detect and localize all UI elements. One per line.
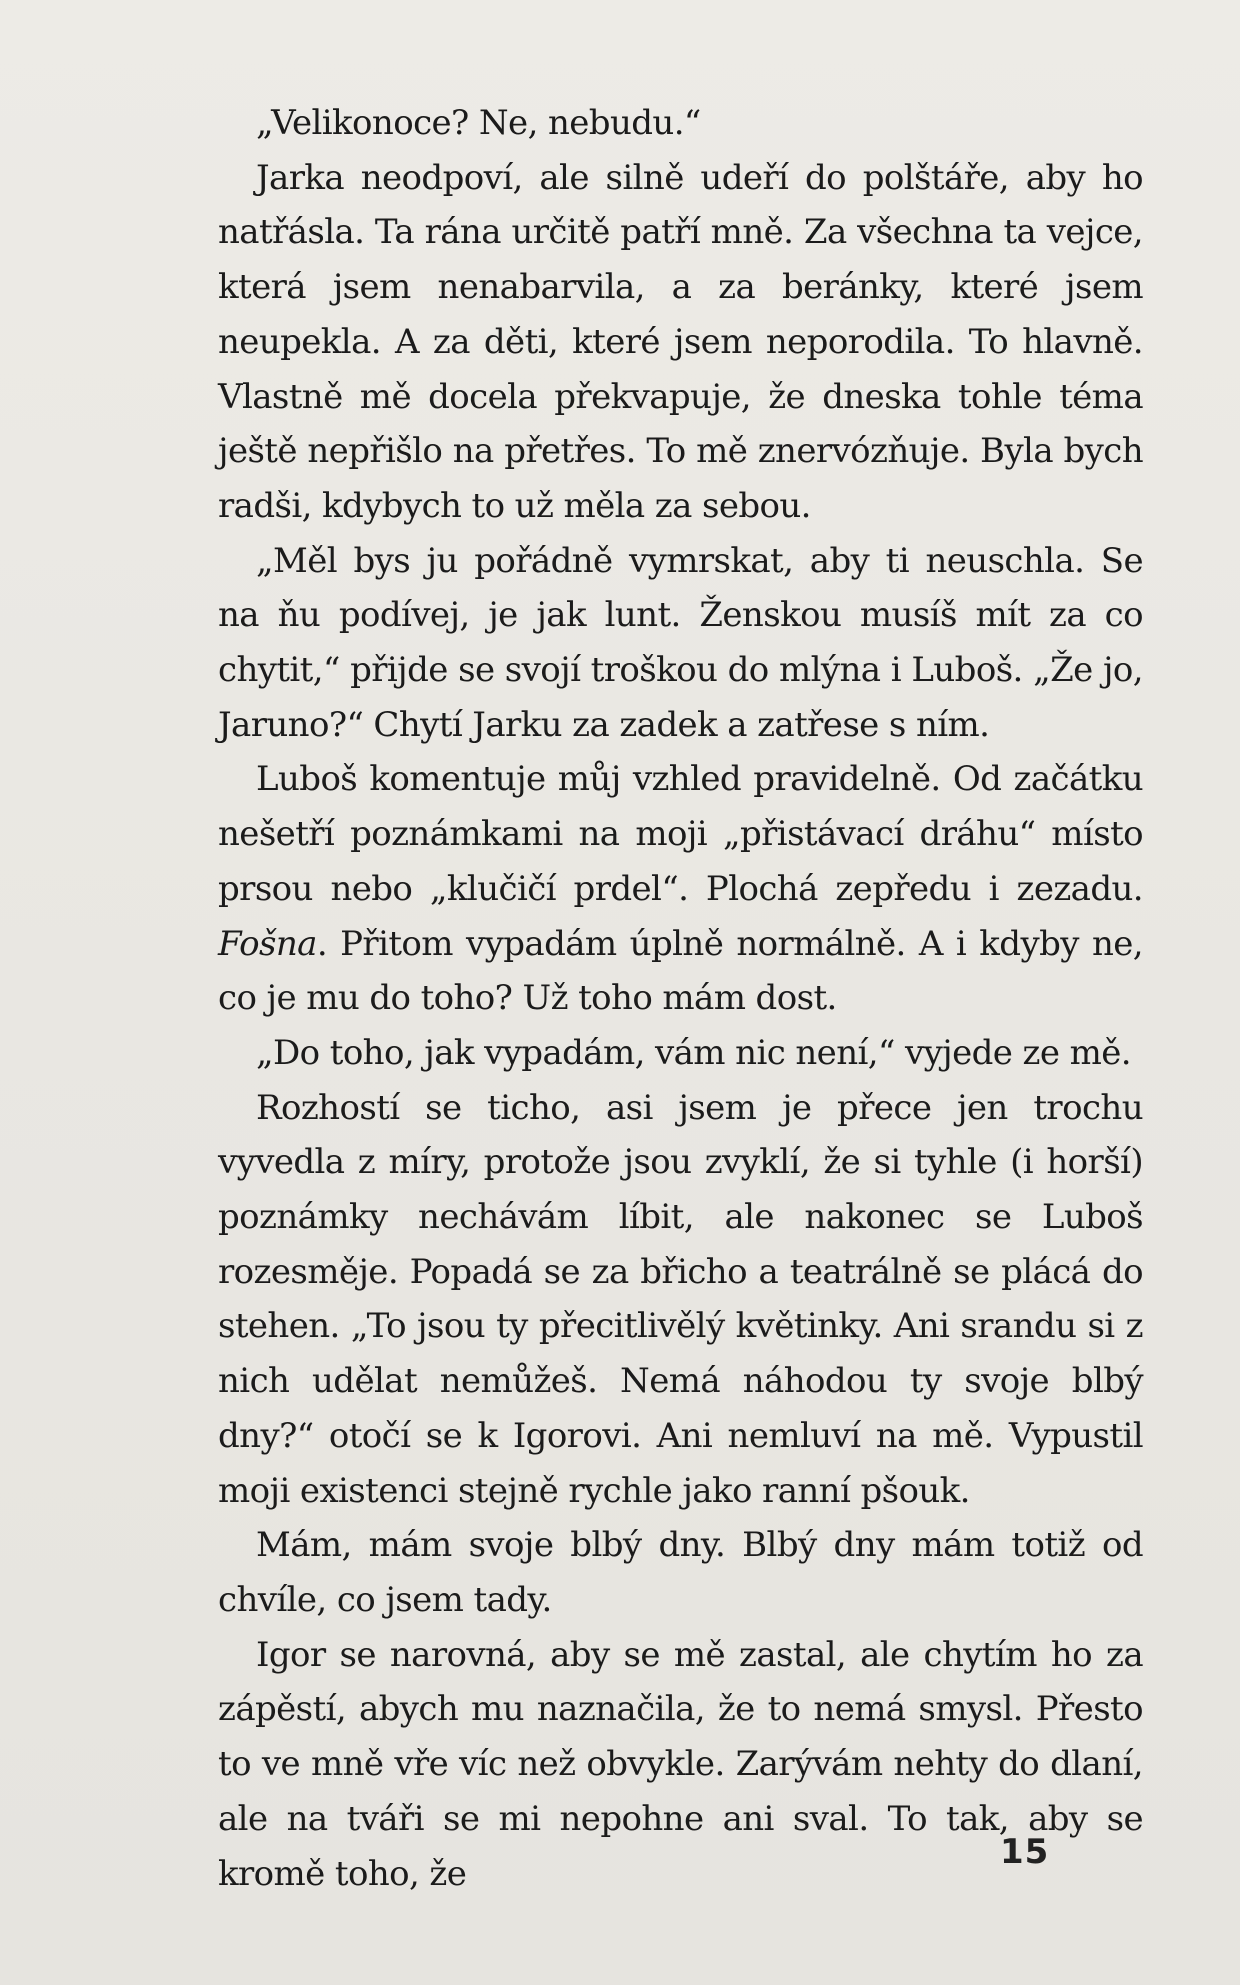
paragraph xyxy=(218,752,1143,1026)
paragraph xyxy=(218,1518,1143,1627)
paragraph xyxy=(218,151,1143,534)
text-segment: Luboš komentuje můj vzhled pravidelně. Od začátku nešetří poznámkami na moji „přistávací dráhu“ místo prsou nebo „klučičí prdel“. Plochá zepředu i zezadu. xyxy=(218,759,1143,909)
text-segment: Rozhostí se ticho, asi jsem je přece jen trochu vyvedla z míry, protože jsou zvyklí, že si tyhle (i horší) poznámky nechávám líbit, ale nakonec se Luboš rozesměje. Popadá se za břicho a teatrálně se plácá do stehen. „To jsou ty přecitlivělý květinky. Ani srandu si z nich udělat nemůžeš. Nemá náhodou ty svoje blbý dny?“ otočí se k Igorovi. Ani nemluví na mě. Vypustil moji existenci stejně rychle jako ranní pšouk. xyxy=(218,1087,1143,1511)
text-segment: „Měl bys ju pořádně vymrskat, aby ti neuschla. Se na ňu podívej, je jak lunt. Ženskou musíš mít za co chytit,“ přijde se svojí troškou do mlýna i Luboš. „Že jo, Jaruno?“ Chytí Jarku za zadek a zatřese s ním. xyxy=(218,540,1143,745)
italic-text: Fošna xyxy=(218,923,317,964)
paragraph xyxy=(218,96,1143,151)
paragraph xyxy=(218,1081,1143,1519)
text-segment: . Přitom vypadám úplně normálně. A i kdyby ne, co je mu do toho? Už toho mám dost. xyxy=(218,923,1143,1019)
text-segment: Igor se narovná, aby se mě zastal, ale chytím ho za zápěstí, abych mu naznačila, že to nemá smysl. Přesto to ve mně vře víc než obvykle. Zarývám nehty do dlaní, ale na tváři se mi nepohne ani sval. To tak, aby se kromě toho, že xyxy=(218,1634,1143,1894)
paragraph xyxy=(218,534,1143,753)
paragraph xyxy=(218,1026,1143,1081)
text-segment: „Velikonoce? Ne, nebudu.“ xyxy=(256,103,701,143)
page-number: 15 xyxy=(1000,1832,1050,1872)
text-segment: „Do toho, jak vypadám, vám nic není,“ vyjede ze mě. xyxy=(256,1032,1131,1073)
text-segment: Jarka neodpoví, ale silně udeří do polštáře, aby ho natřásla. Ta rána určitě patří mně. Za všechna ta vejce, která jsem nenabarvila, a za beránky, které jsem neupekla. A za děti, které jsem neporodila. To hlavně. Vlastně mě docela překvapuje, že dneska tohle téma ještě nepřišlo na přetřes. To mě znervózňuje. Byla bych radši, kdybych to už měla za sebou. xyxy=(218,157,1143,526)
body-text xyxy=(218,96,1143,1901)
text-segment: Mám, mám svoje blbý dny. Blbý dny mám totiž od chvíle, co jsem tady. xyxy=(218,1525,1143,1620)
